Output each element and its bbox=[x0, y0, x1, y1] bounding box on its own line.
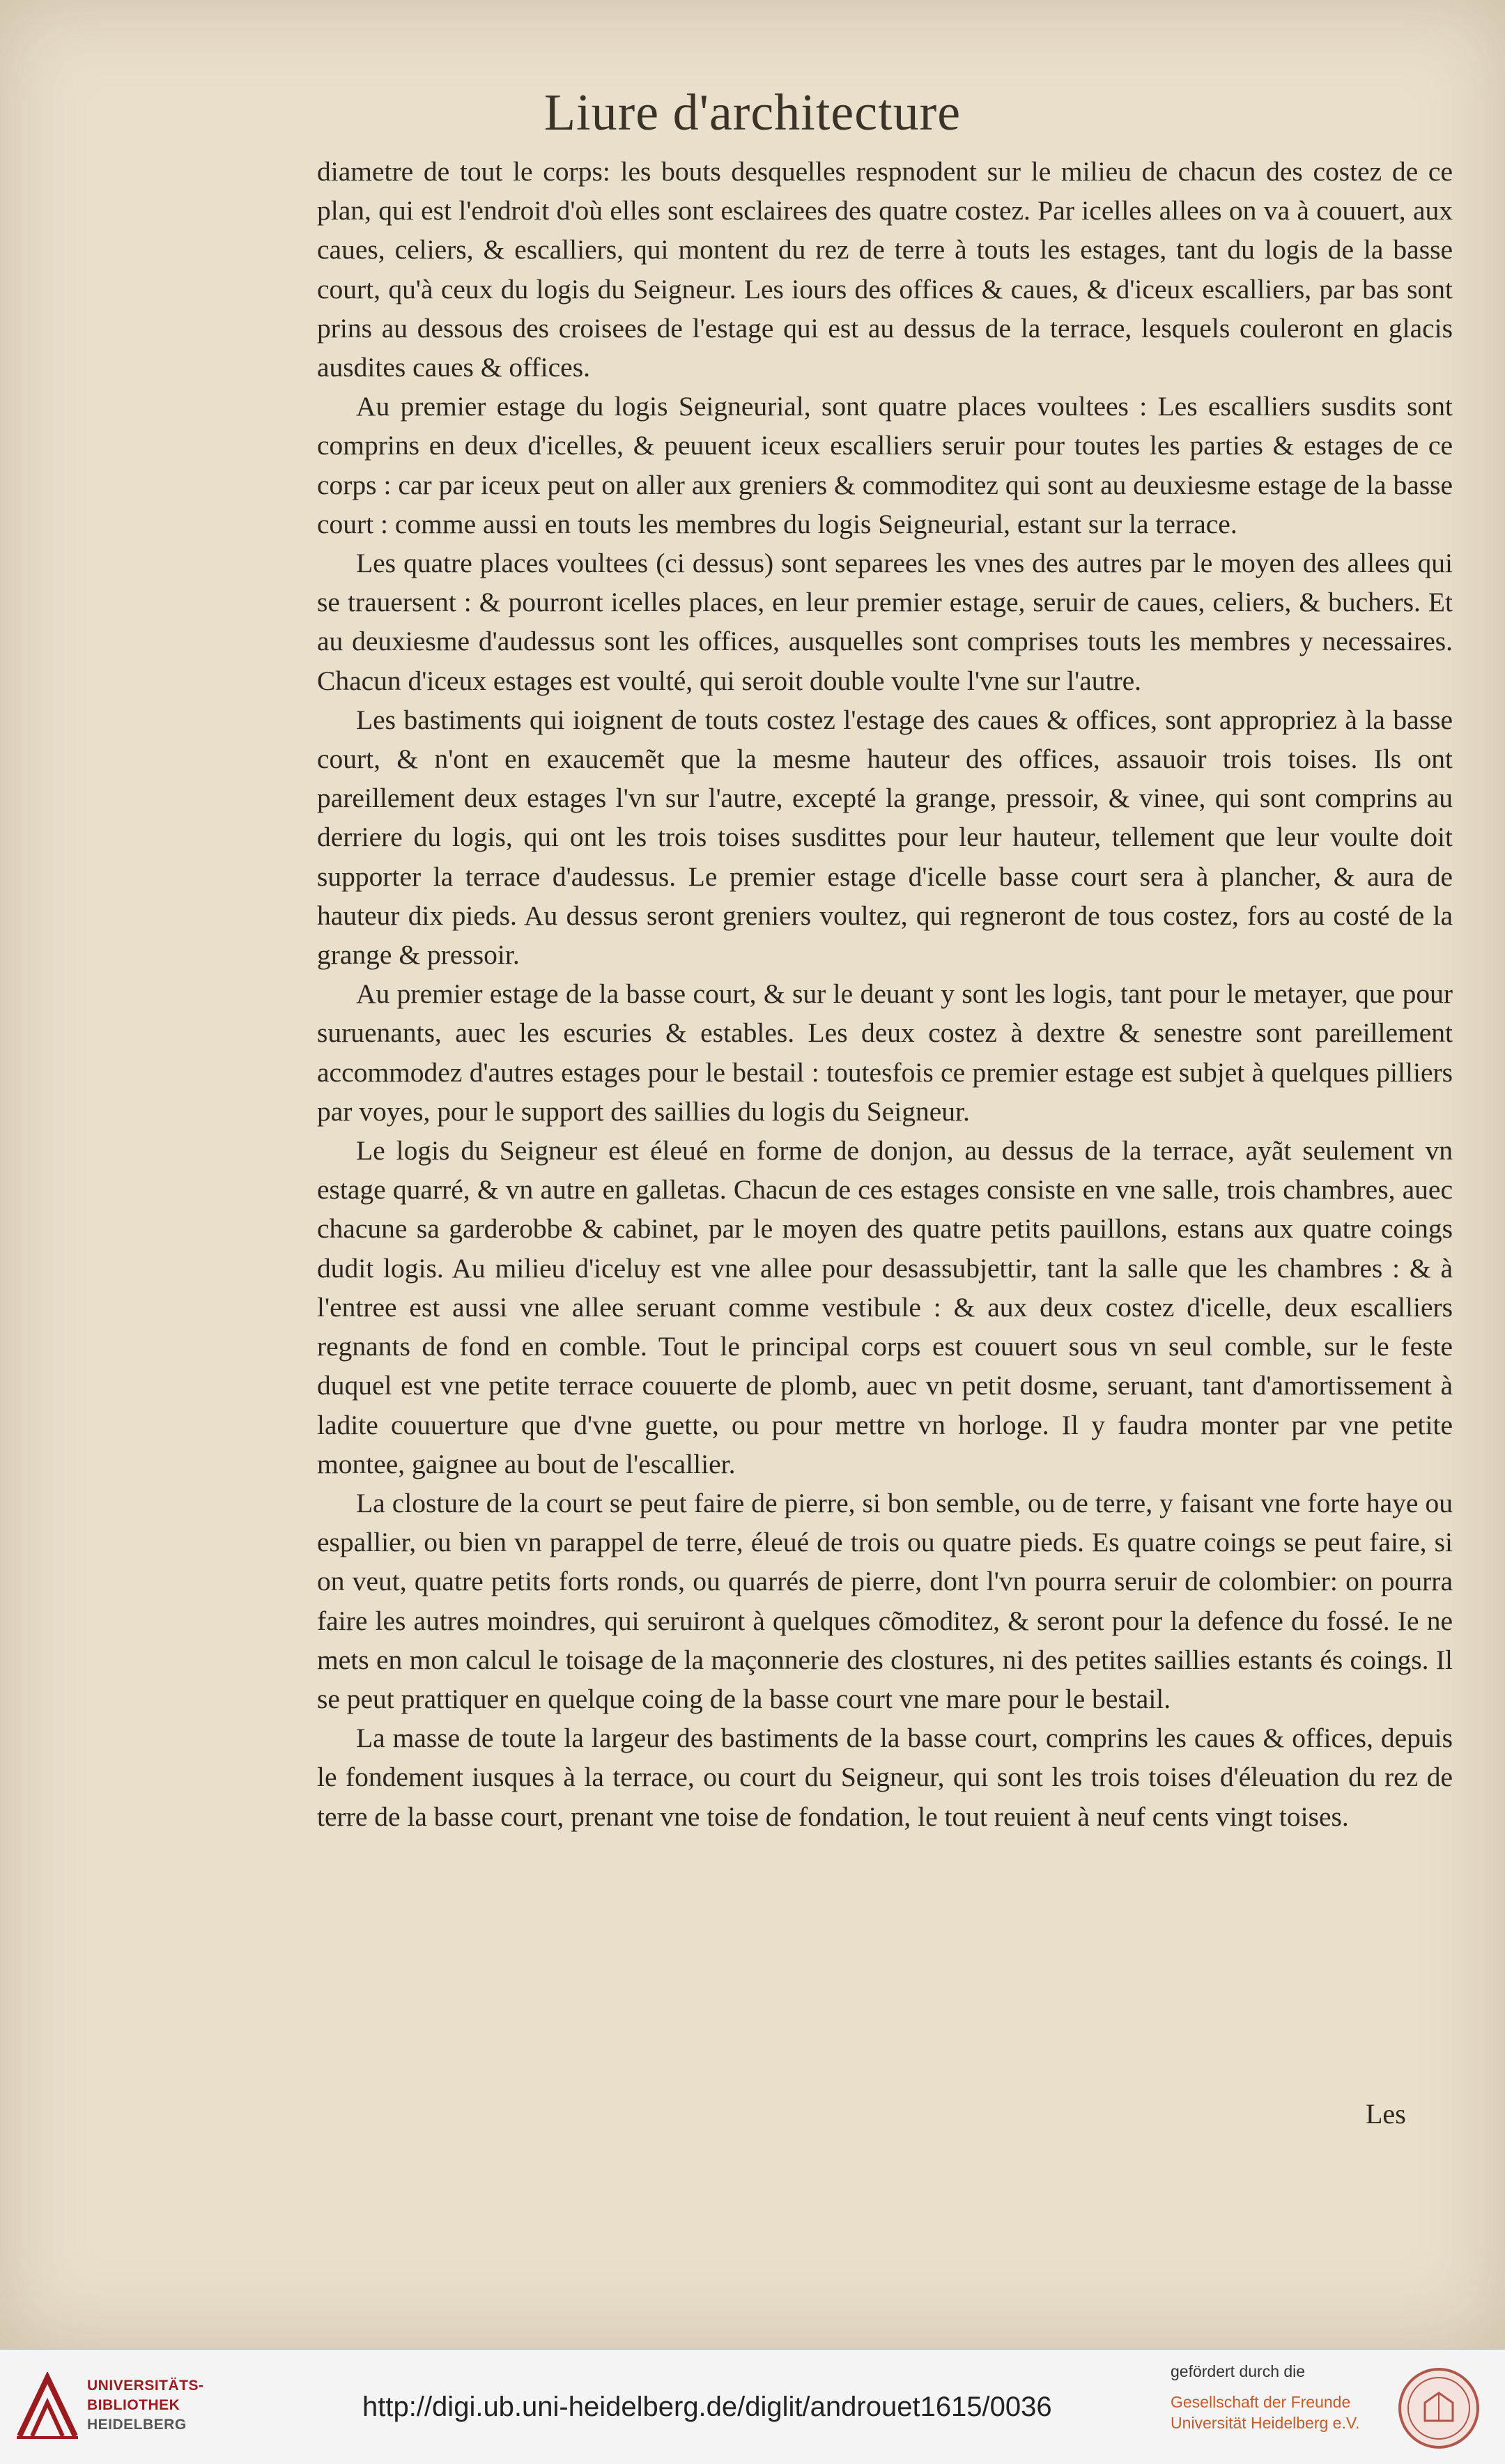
permalink-url[interactable]: http://digi.ub.uni-heidelberg.de/diglit/androuet1615/0036 bbox=[362, 2392, 1052, 2422]
sponsor-name-line-1: Gesellschaft der Freunde bbox=[1171, 2393, 1351, 2411]
paragraph-7: La closture de la court se peut faire de pierre, si bon semble, ou de terre, y faisant vne forte haye ou espallier, ou bien vn parappel de terre, éleué de trois ou quatre pieds. Es quatre coings se peut faire, si on veut, quatre petits forts ronds, ou quarrés de pierre, dont l'vn pourra seruir de colombier: on pourra faire les autres moindres, qui seruiront à quelques cõmoditez, & seront pour la defence du fossé. Ie ne mets en mon calcul le toisage de la maçonnerie des clostures, ni des petites saillies estants és coings. Il se peut prattiquer en quelque coing de la basse court vne mare pour le bestail. bbox=[317, 1487, 1453, 1714]
sponsor-name-line-2: Universität Heidelberg e.V. bbox=[1171, 2414, 1360, 2432]
paragraph-2: Au premier estage du logis Seigneurial, sont quatre places voultees : Les escalliers susdits sont comprins en deux d'icelles, & peuuent iceux escalliers seruir pour toutes les parties & estages de ce corps : car par iceux peut on aller aux greniers & commoditez qui sont au deuxiesme estage de la basse court : comme aussi en touts les membres du logis Seigneurial, estant sur la terrace. bbox=[317, 391, 1453, 539]
catchword: Les bbox=[1366, 2098, 1406, 2130]
paragraph-5: Au premier estage de la basse court, & sur le deuant y sont les logis, tant pour le metayer, que pour suruenants, auec les escuries & estables. Les deux costez à dextre & senestre sont pareillement accommodez d'autres estages pour le bestail : toutesfois ce premier estage est subjet à quelques pilliers par voyes, pour le support des saillies du logis du Seigneur. bbox=[317, 978, 1453, 1127]
paragraph-3: Les quatre places voultees (ci dessus) sont separees les vnes des autres par le moyen des allees qui se trauersent : & pourront icelles places, en leur premier estage, seruir de caues, celiers, & buchers. Et au deuxiesme d'audessus sont les offices, ausquelles sont comprises touts les membres y necessaires. Chacun d'iceux estages est voulté, qui seroit double voulte l'vne sur l'autre. bbox=[317, 548, 1453, 696]
library-name-line-3: HEIDELBERG bbox=[87, 2417, 187, 2433]
sponsor-label: gefördert durch die bbox=[1171, 2362, 1306, 2380]
university-seal-icon bbox=[1397, 2366, 1481, 2450]
sponsor-name bbox=[1171, 2392, 1366, 2433]
library-name-line-1: UNIVERSITÄTS- bbox=[87, 2378, 204, 2394]
paragraph-8: La masse de toute la largeur des bastiments de la basse court, comprins les caues & offices, depuis le fondement iusques à la terrace, ou court du Seigneur, qui sont les trois toises d'éleuation du rez de terre de la basse court, prenant vne toise de fondation, le tout reuient à neuf cents vingt toises. bbox=[317, 1723, 1453, 1832]
paragraph-6: Le logis du Seigneur est éleué en forme de donjon, au dessus de la terrace, ayãt seulement vn estage quarré, & vn autre en galletas. Chacun de ces estages consiste en vne salle, trois chambres, auec chacune sa garderobbe & cabinet, par le moyen des quatre petits pauillons, estans aux quatre coings dudit logis. Au milieu d'iceluy est vne allee pour desassubjettir, tant la salle que les chambres : & à l'entree est aussi vne allee seruant comme vestibule : & aux deux costez d'icelle, deux escalliers regnants de fond en comble. Tout le principal corps est couuert sous vn seul comble, sur le feste duquel est vne petite terrace couuerte de plomb, auec vn petit dosme, seruant, tant d'amortissement à ladite couuerture que d'vne guette, ou pour mettre vn horloge. Il y faudra monter par vne petite montee, gaignee au bout de l'escallier. bbox=[317, 1135, 1453, 1479]
page-header: Liure d'architecture bbox=[543, 84, 962, 141]
paragraph-1: diametre de tout le corps: les bouts desquelles respnodent sur le milieu de chacun des costez de ce plan, qui est l'endroit d'où elles sont esclairees des quatre costez. Par icelles allees on va à couuert, aux caues, celiers, & escalliers, qui montent du rez de terre à touts les estages, tant du logis de la basse court, qu'à ceux du logis du Seigneur. Les iours des offices & caues, & d'iceux escalliers, par bas sont prins au dessous des croisees de l'estage qui est au dessus de la terrace, lesquels couleront en glacis ausdites caues & offices. bbox=[317, 156, 1453, 383]
library-name-line-2: BIBLIOTHEK bbox=[87, 2397, 180, 2413]
library-logo-icon bbox=[14, 2372, 81, 2442]
body-text bbox=[317, 152, 1453, 1836]
library-name bbox=[87, 2376, 204, 2435]
paragraph-4: Les bastiments qui ioignent de touts costez l'estage des caues & offices, sont appropriez à la basse court, & n'ont en exaucemẽt que la mesme hauteur des offices, assauoir trois toises. Ils ont pareillement deux estages l'vn sur l'autre, excepté la grange, pressoir, & vinee, qui sont comprins au derriere du logis, qui ont les trois toises susdittes pour leur hauteur, tellement que leur voulte doit supporter la terrace d'audessus. Le premier estage d'icelle basse court sera à plancher, & aura de hauteur dix pieds. Au dessus seront greniers voultez, qui regneront de tous costez, fors au costé de la grange & pressoir. bbox=[317, 704, 1453, 971]
footer-bar bbox=[0, 2348, 1505, 2464]
